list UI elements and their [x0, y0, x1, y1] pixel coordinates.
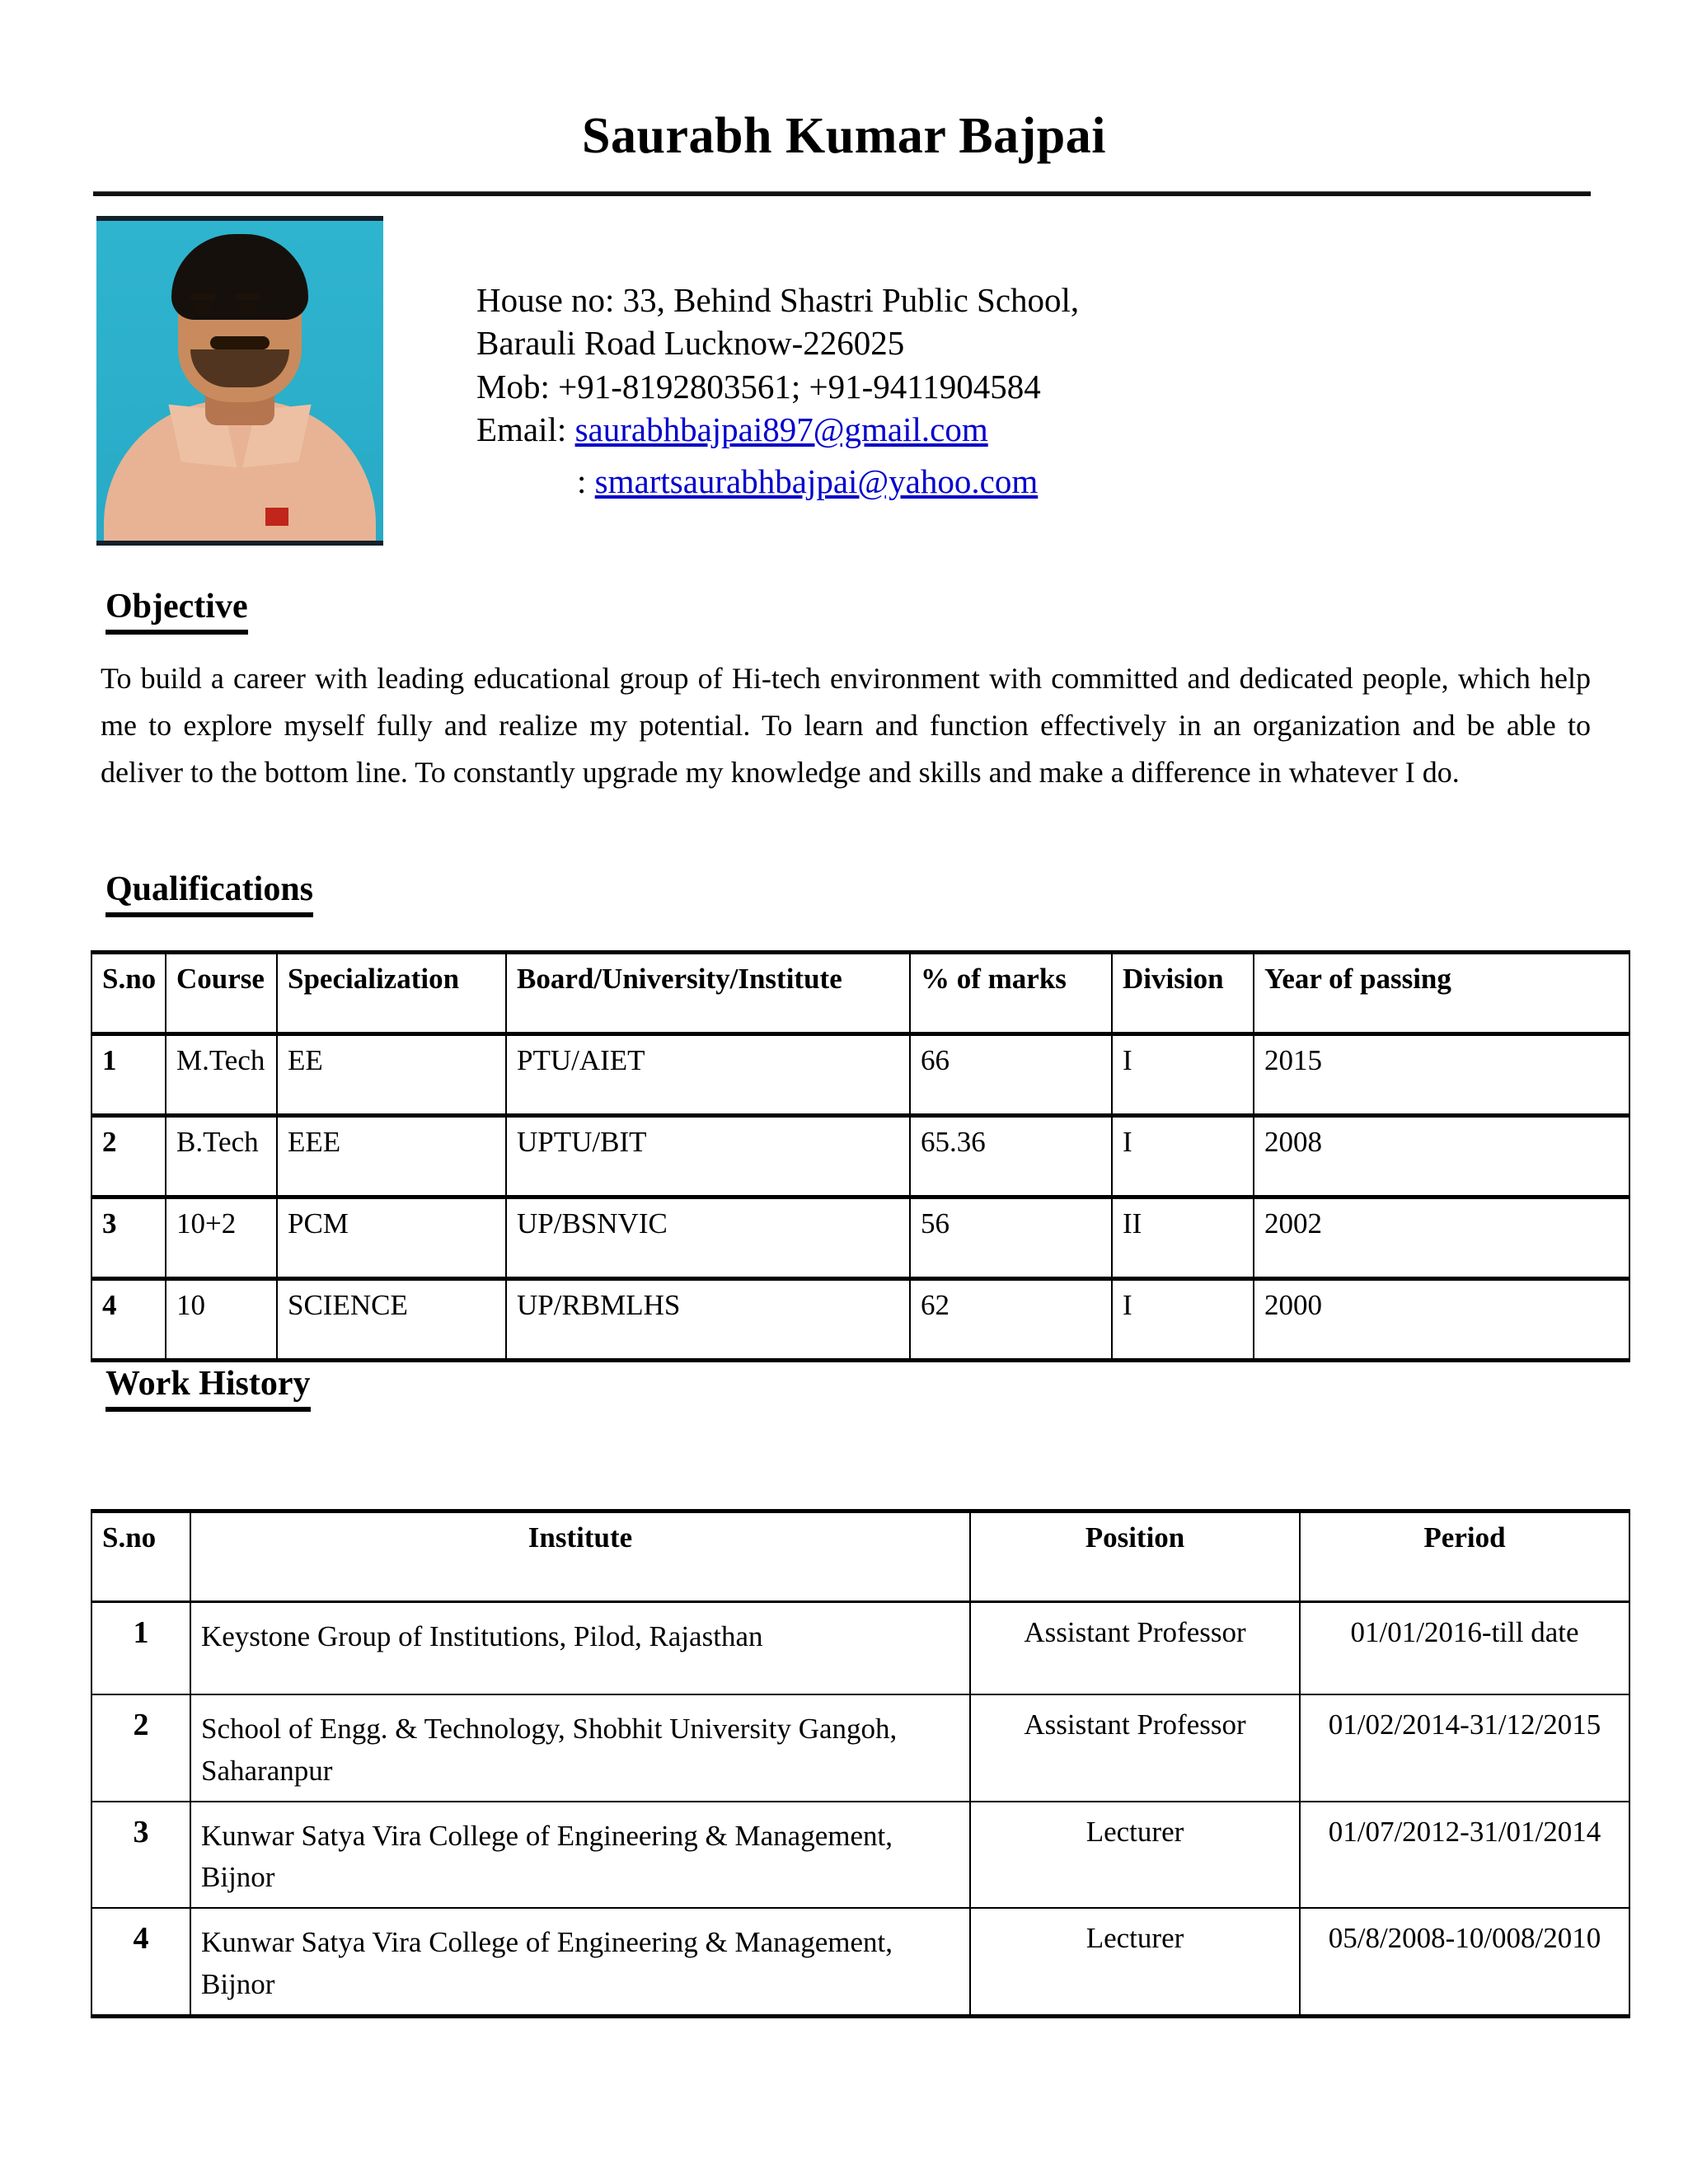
cell-position: Lecturer [970, 1802, 1300, 1909]
cell-board: PTU/AIET [506, 1034, 910, 1116]
photo-pocket-badge [265, 508, 288, 526]
col-header-sno: S.no [91, 953, 166, 1034]
email-link-yahoo[interactable]: smartsaurabhbajpai@yahoo.com [594, 462, 1039, 500]
cell-division: I [1112, 1034, 1254, 1116]
cell-period: 01/02/2014-31/12/2015 [1300, 1694, 1629, 1802]
cell-division: II [1112, 1197, 1254, 1279]
photo-eyebrow-left [190, 294, 215, 300]
qualifications-table [91, 950, 1630, 1362]
cell-period: 01/01/2016-till date [1300, 1602, 1629, 1695]
cell-institute: School of Engg. & Technology, Shobhit University Gangoh, Saharanpur [190, 1694, 970, 1802]
objective-heading: Objective [106, 587, 248, 635]
email-label: Email: [476, 410, 567, 449]
cell-institute: Keystone Group of Institutions, Pilod, Rajasthan [190, 1602, 970, 1695]
cell-specialization: EE [277, 1034, 506, 1116]
cell-sno: 1 [91, 1034, 166, 1116]
cell-specialization: EEE [277, 1116, 506, 1197]
col-header-course: Course [166, 953, 277, 1034]
address-line-2: Barauli Road Lucknow-226025 [476, 324, 905, 363]
cell-sno: 1 [91, 1602, 190, 1695]
table-row [91, 1694, 1629, 1802]
cell-marks: 65.36 [910, 1116, 1112, 1197]
col-header-board: Board/University/Institute [506, 953, 910, 1034]
cell-sno: 3 [91, 1197, 166, 1279]
table-row [91, 1279, 1629, 1361]
cell-sno: 2 [91, 1694, 190, 1802]
photo-eye-right [238, 304, 256, 313]
cell-division: I [1112, 1116, 1254, 1197]
photo-moustache [210, 336, 270, 349]
title-divider [93, 191, 1591, 196]
cell-course: B.Tech [166, 1116, 277, 1197]
cell-marks: 66 [910, 1034, 1112, 1116]
col-header-specialization: Specialization [277, 953, 506, 1034]
contact-block [476, 279, 1079, 503]
cell-position: Assistant Professor [970, 1602, 1300, 1695]
cell-sno: 4 [91, 1279, 166, 1361]
cell-board: UP/BSNVIC [506, 1197, 910, 1279]
table-row [91, 1802, 1629, 1909]
col-header-division: Division [1112, 953, 1254, 1034]
cell-course: M.Tech [166, 1034, 277, 1116]
col-header-position: Position [970, 1511, 1300, 1602]
cell-year: 2002 [1254, 1197, 1629, 1279]
col-header-marks: % of marks [910, 953, 1112, 1034]
cell-period: 01/07/2012-31/01/2014 [1300, 1802, 1629, 1909]
table-row [91, 1034, 1629, 1116]
qualifications-heading: Qualifications [106, 869, 313, 917]
photo-eye-left [194, 304, 212, 313]
cell-specialization: SCIENCE [277, 1279, 506, 1361]
cell-board: UPTU/BIT [506, 1116, 910, 1197]
table-header-row [91, 953, 1629, 1034]
cell-marks: 56 [910, 1197, 1112, 1279]
cell-sno: 3 [91, 1802, 190, 1909]
table-header-row [91, 1511, 1629, 1602]
cell-year: 2008 [1254, 1116, 1629, 1197]
cell-institute: Kunwar Satya Vira College of Engineering & Management, Bijnor [190, 1908, 970, 2016]
table-row [91, 1197, 1629, 1279]
page-title: Saurabh Kumar Bajpai [582, 108, 1106, 164]
cell-specialization: PCM [277, 1197, 506, 1279]
col-header-period: Period [1300, 1511, 1629, 1602]
cell-position: Lecturer [970, 1908, 1300, 2016]
email-line-primary [476, 408, 1079, 451]
cell-year: 2015 [1254, 1034, 1629, 1116]
table-row [91, 1908, 1629, 2016]
cell-sno: 2 [91, 1116, 166, 1197]
cell-marks: 62 [910, 1279, 1112, 1361]
photo-background [96, 221, 383, 541]
table-row [91, 1116, 1629, 1197]
cell-division: I [1112, 1279, 1254, 1361]
candidate-photo [96, 216, 383, 546]
objective-text: To build a career with leading educational group of Hi-tech environment with committed and dedicated people, which help me to explore myself fully and realize my potential. To learn and function effectively in an organization and be able to deliver to the bottom line. To constantly upgrade my knowledge and skills and make a difference in whatever I do. [101, 662, 1591, 789]
cell-sno: 4 [91, 1908, 190, 2016]
work-history-table [91, 1509, 1630, 2018]
col-header-year: Year of passing [1254, 953, 1629, 1034]
address-line-1: House no: 33, Behind Shastri Public School, [476, 281, 1080, 319]
cell-board: UP/RBMLHS [506, 1279, 910, 1361]
cell-position: Assistant Professor [970, 1694, 1300, 1802]
cell-course: 10 [166, 1279, 277, 1361]
email-secondary-prefix: : [577, 462, 587, 500]
photo-eyebrow-right [235, 294, 260, 300]
col-header-sno: S.no [91, 1511, 190, 1602]
cell-institute: Kunwar Satya Vira College of Engineering & Management, Bijnor [190, 1802, 970, 1909]
work-history-heading: Work History [106, 1364, 311, 1412]
table-row [91, 1602, 1629, 1695]
cell-course: 10+2 [166, 1197, 277, 1279]
cell-period: 05/8/2008-10/008/2010 [1300, 1908, 1629, 2016]
mobile-line: Mob: +91-8192803561; +91-9411904584 [476, 367, 1041, 405]
cell-year: 2000 [1254, 1279, 1629, 1361]
col-header-institute: Institute [190, 1511, 970, 1602]
email-line-secondary [476, 460, 1079, 503]
email-link-gmail[interactable]: saurabhbajpai897@gmail.com [574, 410, 988, 449]
